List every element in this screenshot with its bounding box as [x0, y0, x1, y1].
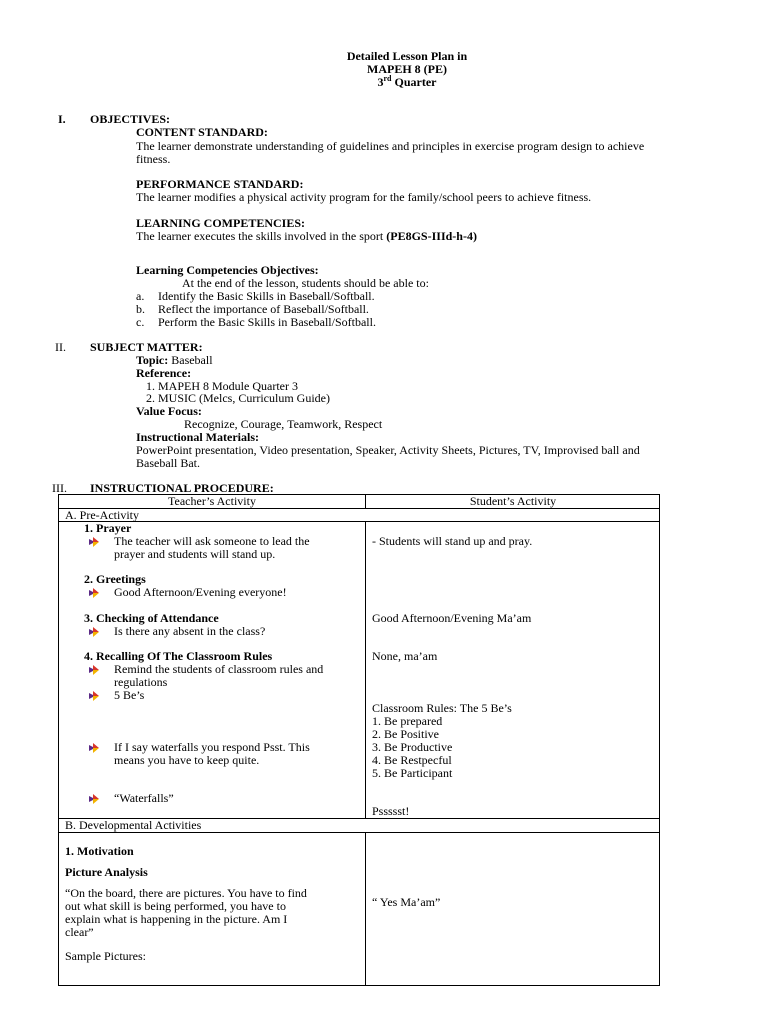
lco-item-letter: c. [136, 315, 145, 329]
row-divider [59, 832, 659, 833]
prayer-bullet-2: prayer and students will stand up. [114, 547, 276, 561]
materials-label: Instructional Materials: [136, 430, 259, 444]
motivation-heading: 1. Motivation [65, 844, 134, 858]
lco-item: Reflect the importance of Baseball/Softball. [158, 302, 369, 316]
lco-item-letter: b. [136, 302, 145, 316]
reference-item: 2. MUSIC (Melcs, Curriculum Guide) [146, 391, 330, 405]
picture-analysis-label: Picture Analysis [65, 865, 148, 879]
rules-list-item: 3. Be Productive [372, 740, 453, 754]
motivation-student-response: “ Yes Ma’am” [372, 895, 441, 909]
rules-list-item: 1. Be prepared [372, 714, 443, 728]
row-divider [59, 508, 659, 509]
prayer-heading: 1. Prayer [84, 521, 132, 535]
lco-label: Learning Competencies Objectives: [136, 263, 319, 277]
section-numeral-1: I. [58, 112, 66, 126]
rules-heading: 4. Recalling Of The Classroom Rules [84, 649, 273, 663]
doc-title-line3: 3rd Quarter [377, 74, 437, 89]
learning-competencies-text: The learner executes the skills involved in the sport (PE8GS-IIId-h-4) [136, 229, 477, 243]
motivation-text: explain what is happening in the picture. Am I [65, 912, 288, 926]
prayer-bullet: The teacher will ask someone to lead the [114, 534, 310, 548]
reference-label: Reference: [136, 366, 192, 380]
bullet-arrow-icon [89, 588, 99, 598]
column-divider [365, 832, 366, 986]
waterfalls-bullet-2: means you have to keep quite. [114, 753, 260, 767]
row-divider [59, 521, 659, 522]
motivation-text: “On the board, there are pictures. You have to find [65, 886, 307, 900]
performance-standard-text: The learner modifies a physical activity program for the family/school peers to achieve fitness. [136, 190, 592, 204]
section-heading-objectives: OBJECTIVES: [90, 112, 171, 126]
column-divider [365, 521, 366, 818]
bullet-arrow-icon [89, 665, 99, 675]
performance-standard-label: PERFORMANCE STANDARD: [136, 177, 304, 191]
pre-activity-label: A. Pre-Activity [65, 508, 139, 522]
prayer-student-response: - Students will stand up and pray. [372, 534, 533, 548]
rules-list-item: Classroom Rules: The 5 Be’s [372, 701, 512, 715]
bullet-arrow-icon [89, 537, 99, 547]
lco-item: Identify the Basic Skills in Baseball/Softball. [158, 289, 375, 303]
developmental-label: B. Developmental Activities [65, 818, 202, 832]
lco-item-letter: a. [136, 289, 145, 303]
motivation-text: out what skill is being performed, you have to [65, 899, 286, 913]
doc-title-line1: Detailed Lesson Plan in [346, 49, 468, 63]
rules-list-item: 5. Be Participant [372, 766, 453, 780]
col-header-teacher: Teacher’s Activity [168, 494, 256, 508]
section-numeral-3: III. [52, 481, 67, 495]
rules-bullet-2: regulations [114, 675, 168, 689]
greetings-heading: 2. Greetings [84, 572, 146, 586]
attendance-student-response: Good Afternoon/Evening Ma’am [372, 611, 532, 625]
doc-title-line2: MAPEH 8 (PE) [367, 62, 447, 76]
attendance-heading: 3. Checking of Attendance [84, 611, 219, 625]
waterfalls-quote: “Waterfalls” [114, 791, 174, 805]
activity-table [58, 494, 660, 986]
rules-list-item: 2. Be Positive [372, 727, 440, 741]
section-heading-subject-matter: SUBJECT MATTER: [90, 340, 203, 354]
reference-item: 1. MAPEH 8 Module Quarter 3 [146, 379, 298, 393]
value-focus-text: Recognize, Courage, Teamwork, Respect [184, 417, 383, 431]
lco-item: Perform the Basic Skills in Baseball/Softball. [158, 315, 376, 329]
topic-line: Topic: Baseball [136, 353, 213, 367]
attendance-bullet: Is there any absent in the class? [114, 624, 266, 638]
rules-bullet: Remind the students of classroom rules and [114, 662, 324, 676]
bullet-arrow-icon [89, 794, 99, 804]
bullet-arrow-icon [89, 743, 99, 753]
waterfalls-bullet: If I say waterfalls you respond Psst. This [114, 740, 310, 754]
bullet-arrow-icon [89, 627, 99, 637]
materials-text: PowerPoint presentation, Video presentation, Speaker, Activity Sheets, Pictures, TV, Improvised ball and [136, 443, 640, 457]
motivation-text: clear” [65, 925, 94, 939]
greetings-bullet: Good Afternoon/Evening everyone! [114, 585, 287, 599]
rules-five-bes-bullet: 5 Be’s [114, 688, 145, 702]
sample-pictures-label: Sample Pictures: [65, 949, 146, 963]
rules-student-none: None, ma’am [372, 649, 438, 663]
learning-competencies-label: LEARNING COMPETENCIES: [136, 216, 306, 230]
col-header-student: Student’s Activity [469, 494, 557, 508]
waterfalls-student-response: Pssssst! [372, 804, 410, 818]
content-standard-label: CONTENT STANDARD: [136, 125, 268, 139]
content-standard-text-2: fitness. [136, 152, 171, 166]
rules-list-item: 4. Be Restpecful [372, 753, 452, 767]
content-standard-text: The learner demonstrate understanding of guidelines and principles in exercise program design to achieve [136, 139, 645, 153]
competency-code: (PE8GS-IIId-h-4) [386, 229, 477, 243]
bullet-arrow-icon [89, 691, 99, 701]
value-focus-label: Value Focus: [136, 404, 202, 418]
section-numeral-2: II. [55, 340, 66, 354]
materials-text-2: Baseball Bat. [136, 456, 200, 470]
lco-intro: At the end of the lesson, students should be able to: [182, 276, 429, 290]
section-heading-procedure: INSTRUCTIONAL PROCEDURE: [90, 481, 274, 495]
